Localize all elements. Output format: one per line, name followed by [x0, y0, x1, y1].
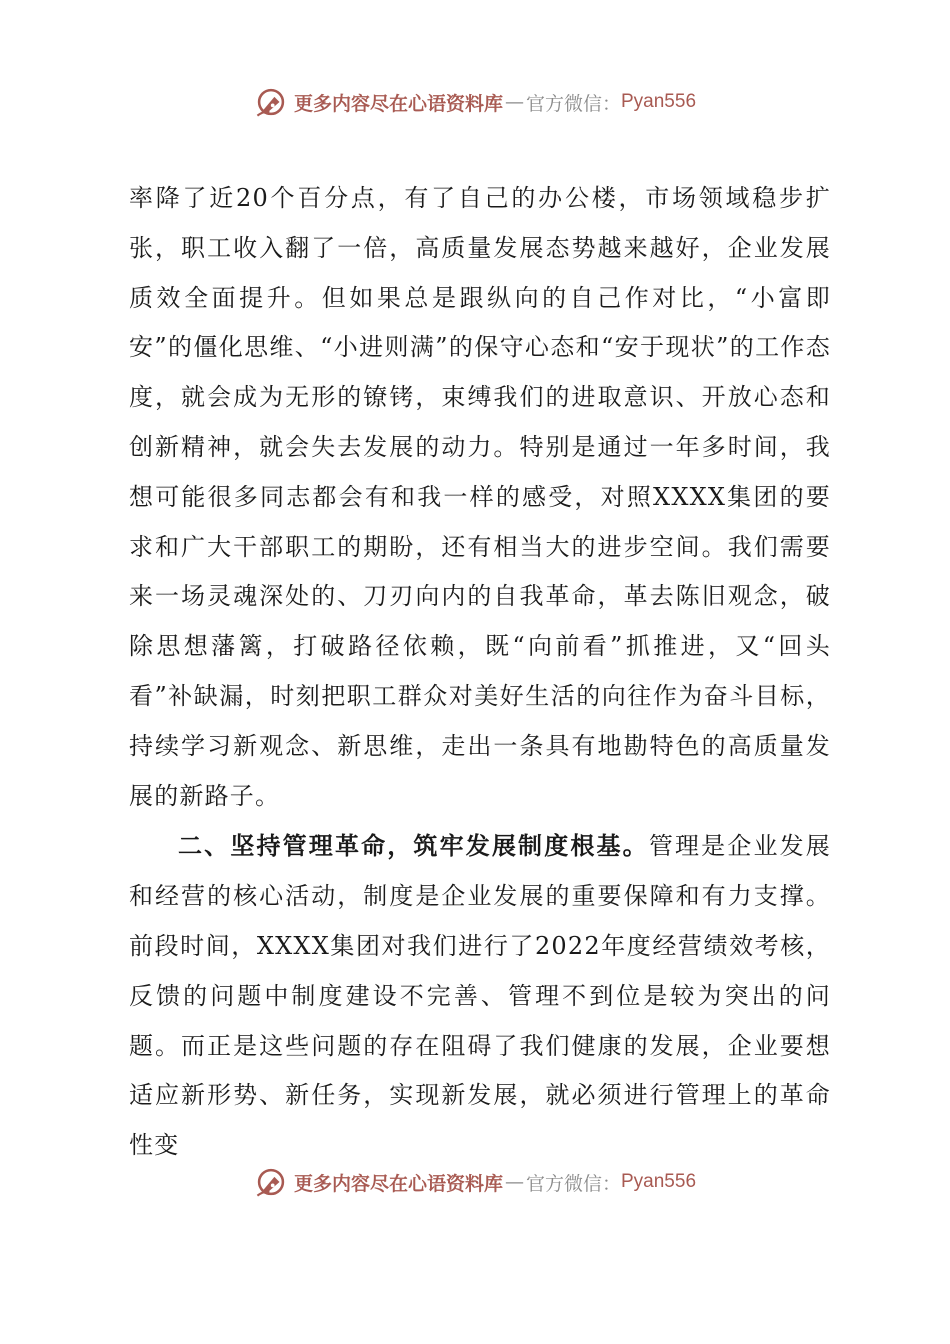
- pen-nib-logo-icon: [254, 85, 288, 119]
- banner-wechat-id: Pyan556: [621, 1171, 697, 1192]
- banner-wechat-id: Pyan556: [621, 91, 697, 112]
- paragraph-section-two: [129, 821, 831, 1171]
- pen-nib-logo-icon: [254, 1165, 288, 1199]
- document-body: [129, 174, 831, 1171]
- banner-title: 更多内容尽在心语资料库: [293, 1172, 503, 1195]
- section-body: 管理是企业发展和经营的核心活动，制度是企业发展的重要保障和有力支撑。前段时间，XXXX集团对我们进行了2022年度经营绩效考核，反馈的问题中制度建设不完善、管理不到位是较为突出的问题。而正是这些问题的存在阻碍了我们健康的发展，企业要想适应新形势、新任务，实现新发展，就必须进行管理上的革命性变: [129, 832, 831, 1160]
- header-watermark-banner: [0, 80, 950, 124]
- banner-wechat-label: 官方微信：: [525, 1172, 621, 1195]
- banner-title: 更多内容尽在心语资料库: [293, 92, 503, 115]
- section-heading: 二、坚持管理革命，筑牢发展制度根基。: [178, 831, 649, 861]
- banner-dash: —: [504, 1171, 524, 1193]
- banner-wechat-label: 官方微信：: [525, 92, 621, 115]
- footer-watermark-banner: [0, 1160, 950, 1204]
- banner-dash: —: [504, 91, 524, 113]
- paragraph-continued: 率降了近20个百分点，有了自己的办公楼，市场领域稳步扩张，职工收入翻了一倍，高质量发展态势越来越好，企业发展质效全面提升。但如果总是跟纵向的自己作对比，“小富即安”的僵化思维、“小进则满”的保守心态和“安于现状”的工作态度，就会成为无形的镣铐，束缚我们的进取意识、开放心态和创新精神，就会失去发展的动力。特别是通过一年多时间，我想可能很多同志都会有和我一样的感受，对照XXXX集团的要求和广大干部职工的期盼，还有相当大的进步空间。我们需要来一场灵魂深处的、刀刃向内的自我革命，革去陈旧观念，破除思想藩篱，打破路径依赖，既“向前看”抓推进，又“回头看”补缺漏，时刻把职工群众对美好生活的向往作为奋斗目标，持续学习新观念、新思维，走出一条具有地勘特色的高质量发展的新路子。: [129, 184, 831, 810]
